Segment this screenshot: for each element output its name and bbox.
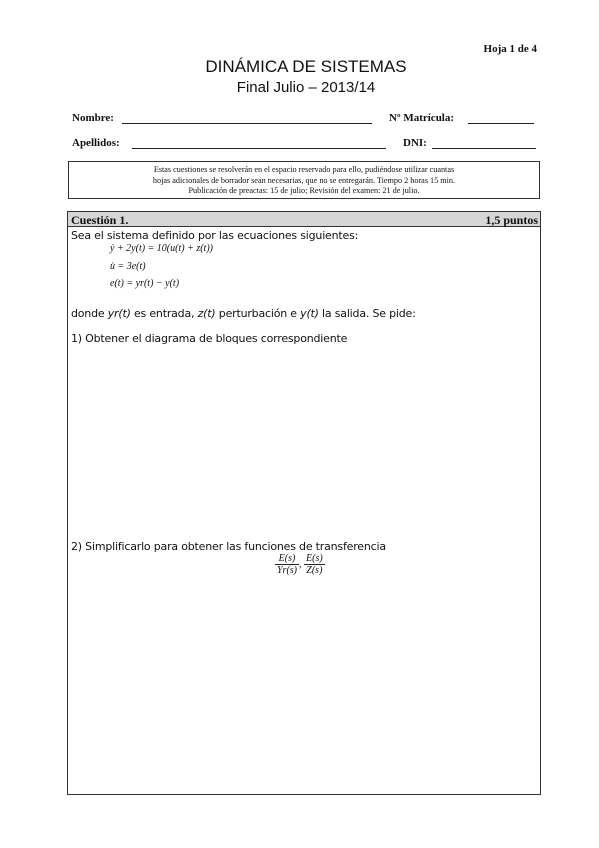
tf1-denominator: Yr(s) (277, 565, 298, 576)
question-intro: Sea el sistema definido por las ecuaciones siguientes: (71, 229, 359, 242)
instructions-box (68, 161, 540, 199)
input-variable: yr(t) (107, 307, 131, 320)
transfer-function-1 (275, 553, 299, 576)
part-1: 1) Obtener el diagrama de bloques correspondiente (71, 332, 348, 345)
answer-area-2[interactable] (71, 590, 537, 790)
variables-description (71, 307, 416, 320)
question-title: Cuestión 1. (71, 213, 129, 227)
desc-text: perturbación e (215, 307, 301, 320)
part-2: 2) Simplificarlo para obtener las funciones de transferencia (71, 540, 386, 553)
desc-text: la salida. Se pide: (318, 307, 416, 320)
question-header (68, 212, 540, 227)
exam-title: DINÁMICA DE SISTEMAS (205, 57, 407, 76)
instructions-line: hojas adicionales de borrador sean necesarias, que no se entregarán. Tiempo 2 horas 15 min. (152, 175, 456, 185)
equation-1: ẏ + 2y(t) = 10(u(t) + z(t)) (110, 243, 213, 254)
instructions-line: Estas cuestiones se resolverán en el espacio reservado para ello, pudiéndose utilizar cuantas (153, 165, 455, 174)
exam-subtitle: Final Julio – 2013/14 (236, 79, 376, 96)
nombre-field[interactable] (122, 123, 372, 124)
desc-text: donde (71, 307, 108, 320)
nombre-label: Nombre: (72, 112, 114, 124)
dni-field[interactable] (432, 148, 536, 149)
tf2-numerator: E(s) (306, 553, 323, 564)
dni-label: DNI: (403, 137, 427, 149)
matricula-label: Nº Matrícula: (389, 112, 455, 124)
desc-text: es entrada, (130, 307, 198, 320)
disturbance-variable: z(t) (197, 307, 216, 320)
answer-area-1[interactable] (71, 350, 537, 534)
output-variable: y(t) (300, 307, 319, 320)
apellidos-label: Apellidos: (72, 137, 120, 149)
transfer-function-2 (304, 553, 325, 576)
tf2-denominator: Z(s) (306, 565, 323, 576)
matricula-field[interactable] (468, 123, 534, 124)
question-points: 1,5 puntos (485, 213, 538, 227)
transfer-functions: $\frac{E(s)}{Yr(s)}$ , $\frac{E(s)}{Z(s)}$ (277, 553, 323, 576)
apellidos-field[interactable] (132, 148, 386, 149)
equation-3: e(t) = yr(t) − y(t) (110, 278, 180, 289)
sheet-number: Hoja 1 de 4 (483, 43, 537, 55)
instructions-line: Publicación de preactas: 15 de julio; Revisión del examen: 21 de julio. (188, 186, 420, 195)
tf1-numerator: E(s) (275, 553, 299, 565)
equation-2: u̇ = 3e(t) (110, 261, 146, 272)
